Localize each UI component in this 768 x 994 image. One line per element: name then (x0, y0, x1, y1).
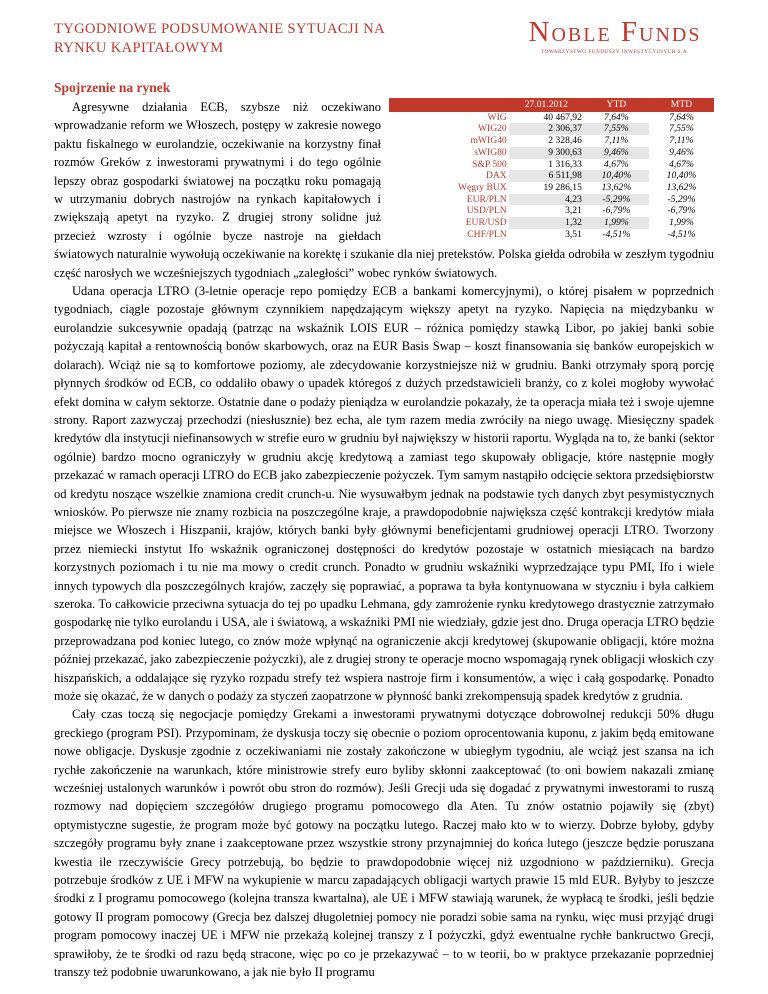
instrument-mtd: 7,64% (669, 111, 694, 123)
instrument-value: 4,23 (509, 194, 584, 206)
paragraph-intro: Agresywne działania ECB, szybsze niż oczekiwano wprowadzanie reform we Włoszech, postępy w zakresie nowego paktu fiskalnego w eurolandzie, oczekiwanie na korzystny finał rozmów Greków z inwestorami prywatnymi i do tego ogólnie lepszy obraz gospodarki światowej na początku roku pomagają w utrzymaniu dobrych nastrojów na rynkach kapitałowych i zwiększają apetyt na ryzyko. Z drugiej strony solidne już przecież wzrosty i ogólnie bycze nastroje na giełdach światowych naturalnie wywołują oczekiwanie na korektę i szukanie dla niej pretekstów. Polska giełda odrobiła w zeszłym tygodniu część narosłych we wcześniejszych tygodniach „zaległości” wobec rynków światowych. (54, 100, 714, 280)
instrument-name: EUR/USD (465, 217, 507, 229)
table-header-ytd: YTD (584, 98, 649, 112)
instrument-mtd: -4,51% (667, 228, 696, 240)
table-row (389, 170, 714, 182)
instrument-name: WIG20 (477, 123, 507, 135)
instrument-ytd: -5,29% (584, 194, 649, 206)
table-row (389, 182, 714, 194)
table-header-mtd: MTD (649, 98, 714, 112)
market-summary-table (389, 98, 714, 240)
instrument-value: 19 286,15 (543, 181, 582, 193)
instrument-name: WIG (487, 111, 507, 123)
instrument-ytd: 7,55% (584, 123, 649, 135)
instrument-name: S&P 500 (472, 158, 507, 170)
table-row (389, 205, 714, 217)
instrument-mtd: 1,99% (669, 217, 694, 229)
instrument-ytd: 13,62% (601, 181, 632, 193)
instrument-ytd: 10,40% (584, 170, 649, 182)
instrument-value: 9 300,63 (509, 147, 584, 159)
instrument-mtd: 13,62% (666, 181, 697, 193)
noble-funds-logo (505, 16, 725, 55)
instrument-ytd: -4,51% (602, 228, 631, 240)
table-header-row (389, 98, 714, 112)
logo-subtitle: TOWARZYSTWO FUNDUSZY INWESTYCYJNYCH S.A. (541, 49, 689, 55)
table-row (389, 217, 714, 229)
table-row (389, 194, 714, 206)
table-header-date: 27.01.2012 (509, 98, 584, 112)
instrument-name: Węgry BUX (457, 181, 507, 193)
instrument-name: USD/PLN (466, 205, 507, 217)
instrument-name: DAX (485, 170, 507, 182)
instrument-mtd: -6,79% (667, 205, 696, 217)
table-row (389, 159, 714, 171)
table-row (389, 112, 714, 124)
instrument-ytd: 1,99% (584, 217, 649, 229)
instrument-value: 6 511,98 (509, 170, 584, 182)
instrument-ytd: 7,64% (604, 111, 629, 123)
instrument-name: mWIG40 (470, 135, 507, 147)
article-body (54, 98, 714, 982)
instrument-ytd: -6,79% (602, 205, 631, 217)
instrument-value: 3,21 (565, 205, 582, 217)
table-row (389, 135, 714, 147)
instrument-value: 1,32 (509, 217, 584, 229)
instrument-mtd: 4,67% (669, 158, 694, 170)
paragraph-greece: Cały czas toczą się negocjacje pomiędzy Grekami a inwestorami prywatnymi dotyczące dobrowolnej redukcji 50% długu greckiego (program PSI). Przypominam, że dyskusja toczy się obecnie o poziom oprocentowania kuponu, z jakim będą emitowane nowe obligacje. Dyskusje zgodnie z oczekiwaniami nie zostały zakończone w ubiegłym tygodniu, ale wciąż jest szansa na ich rychłe zakończenie na warunkach, które ministrowie strefy euro byliby skłonni zaakceptować (to oni bowiem nakazali zmianę wcześniej ustalonych warunków i powrót obu stron do rozmów). Jeśli Grecji uda się dogadać z prywatnymi inwestorami to ruszą rozmowy nad dopięciem szczegółów drugiego programu pomocowego dla Aten. Tu znów ostatnio pojawiły się (zbyt) optymistyczne sugestie, że program może być gotowy na początku lutego. Raczej mało kto w to wierzy. Dobrze byłoby, gdyby szczegóły programu były znane i zaakceptowane przez wszystkie strony przynajmniej do końca lutego (jeszcze będzie poruszana kwestia ile rzeczywiście Grecy potrzebują, bo będzie to prawdopodobnie więcej niż uzgodniono w październiku). Grecja potrzebuje środków z UE i MFW na wykupienie w marcu zapadających obligacji wartych prawie 15 mld EUR. Byłyby to jeszcze środki z I programu pomocowego (kolejna transza kwartalna), ale UE i MFW stawiają warunek, że wypłacą te środki, jeśli będzie gotowy II program pomocowy (Grecja bez dalszej długoletniej pomocy nie poradzi sobie sama na rynku, więc musi przyjąć drugi program pomocowy inaczej UE i MFW nie przekażą kolejnej transzy z I pożyczki, gdyż ewentualne rychłe bankructwo Grecji, sprawiłoby, że te środki od razu będą stracone, więc po co je przekazywać – to w teorii, bo w praktyce przekazanie poprzedniej transzy też podobnie uwarunkowano, a jak nie było II programu (54, 707, 714, 980)
table-row (389, 229, 714, 241)
instrument-name: CHF/PLN (467, 228, 507, 240)
instrument-name: sWIG80 (474, 146, 507, 158)
instrument-value: 1 316,33 (548, 158, 582, 170)
table-row (389, 147, 714, 159)
paragraph-ltro: Udana operacja LTRO (3-letnie operacje repo pomiędzy ECB a bankami komercyjnymi), o której pisałem w poprzednich tygodniach, ciągle pozostaje głównym czynnikiem napędzającym większy apetyt na ryzyko. Napięcia na międzybanku w eurolandzie sukcesywnie opadają (patrząc na wskaźnik LOIS EUR – różnica pomiędzy stawką Libor, po jakiej banki sobie pożyczają kapitał a rentownością bonów skarbowych, oraz na EUR Basis Swap – koszt finansowania się banków europejskich w dolarach). Wciąż nie są to komfortowe poziomy, ale zdecydowanie korzystniejsze niż w grudniu. Banki otrzymały sporą porcję płynnych środków od ECB, co oddaliło obawy o upadek któregoś z dużych przedstawicieli branży, co z kolei mogłoby wywołać efekt domina w całym sektorze. Ostatnie dane o podaży pieniądza w eurolandzie pokazały, że ta operacja miała też i swoje ujemne strony. Raport zazwyczaj przechodzi (niesłusznie) bez echa, ale tym razem media zwróciły na niego uwagę. Miesięczny spadek kredytów dla instytucji niefinansowych w strefie euro w grudniu był największy w historii raportu. Wygląda na to, że banki (sektor ogólnie) bardzo mocno ograniczyły w grudniu akcję kredytową a zamiast tego skupowały obligacje, które następnie mogły przekazać w ramach operacji LTRO do ECB jako zabezpieczenie pożyczek. Tym samym nastąpiło odcięcie sektora przedsiębiorstw od kredytu noszące wszelkie znamiona credit crunch-u. Nie wysuwałbym jednak na podstawie tych danych zbyt pesymistycznych wniosków. Po pierwsze nie znamy rozbicia na poszczególne kraje, a prawdopodobnie największa część kontrakcji kredytów miała miejsce we Włoszech i Hiszpanii, krajów, których banki były głównymi beneficjentami grudniowej operacji LTRO. Tworzony przez niemiecki instytut Ifo wskaźnik ograniczonej dostępności do kredytów pozostaje w ostatnich miesiącach na bardzo korzystnych poziomach i tu nie ma mowy o credit crunch. Ponadto w grudniu wskaźniki wyprzedzające typu PMI, Ifo i wiele innych typowych dla poszczególnych krajów, zaczęły się poprawiać, a poprawa ta była kontynuowana w styczniu i była całkiem szeroka. To całkowicie przeciwna sytuacja do tej po upadku Lehmana, gdy zamrożenie rynku kredytowego drastycznie zatrzymało gospodarkę nie tylko eurolandu i USA, ale i światową, a wskaźniki PMI nie wiedziały, gdzie jest dno. Druga operacja LTRO będzie przeprowadzana pod koniec lutego, co znów może wpłynąć na ograniczenie akcji kredytowej (skupowanie obligacji, które można później przekazać, jako zabezpieczenie pożyczki), ale z drugiej strony te operacje mocno wspomagają rynek obligacji włoskich czy hiszpańskich, a oddalające się ryzyko rozpadu strefy też wspiera nastroje firm i konsumentów, a więc i całą gospodarkę. Ponadto może się okazać, że w danych o podaży za styczeń zaopatrzone w płynność banki zrekompensują spadek kredytów z grudnia. (54, 284, 714, 703)
instrument-ytd: 9,46% (584, 147, 649, 159)
instrument-value: 40 467,92 (543, 111, 582, 123)
instrument-name: EUR/PLN (466, 193, 507, 205)
section-title: Spojrzenie na rynek (54, 80, 171, 95)
instrument-ytd: 4,67% (604, 158, 629, 170)
instrument-mtd: 10,40% (666, 170, 697, 182)
instrument-mtd: -5,29% (667, 193, 696, 205)
table-row (389, 123, 714, 135)
instrument-value: 3,51 (565, 228, 582, 240)
instrument-value: 2 328,46 (548, 135, 582, 147)
instrument-mtd: 7,55% (669, 123, 694, 135)
instrument-value: 2 306,37 (509, 123, 584, 135)
instrument-ytd: 7,11% (604, 135, 629, 147)
report-title: TYGODNIOWE PODSUMOWANIE SYTUACJI NA RYNKU KAPITAŁOWYM (54, 21, 385, 56)
instrument-mtd: 7,11% (669, 135, 694, 147)
table-header-blank (389, 98, 509, 112)
logo-main-text: Noble Funds (528, 16, 702, 48)
instrument-mtd: 9,46% (669, 146, 694, 158)
